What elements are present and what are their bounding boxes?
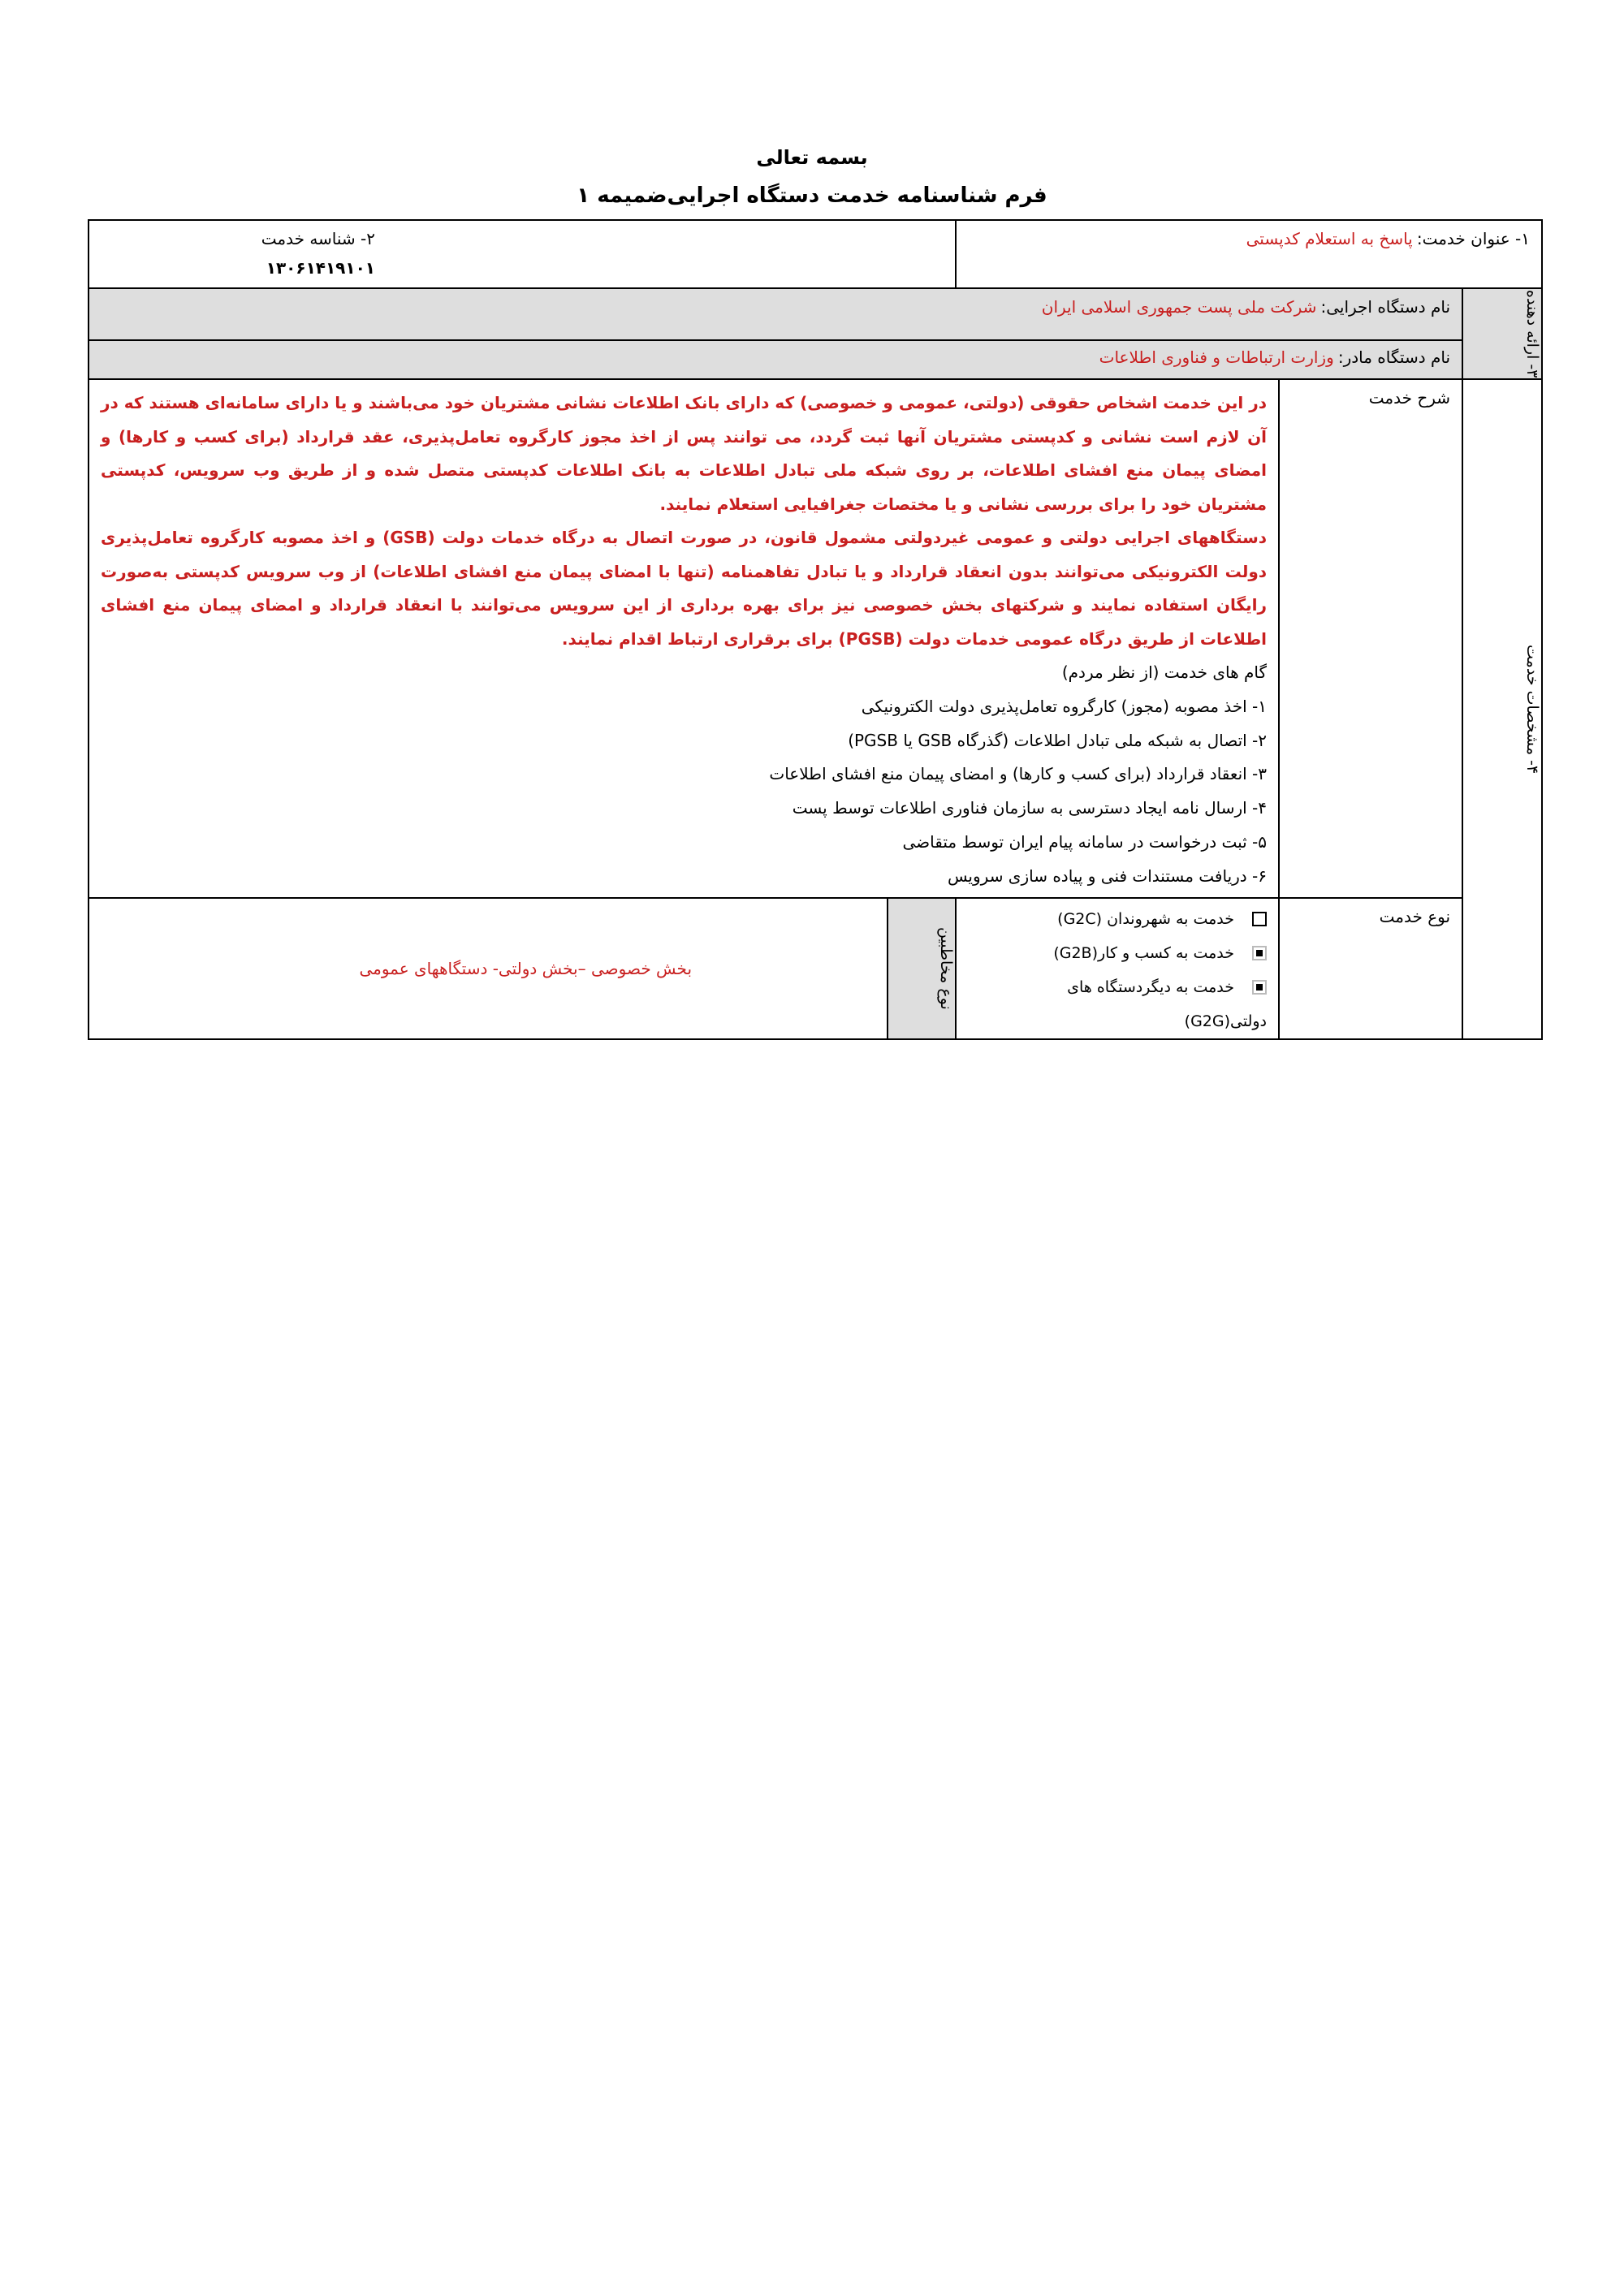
step-item: ۲- اتصال به شبکه ملی تبادل اطلاعات (گذرگاه GSB یا PGSB)	[848, 730, 1268, 750]
type-option-g2c[interactable]	[968, 902, 1267, 936]
service-id-value: ۱۳۰۶۱۴۱۹۱۰۱	[266, 258, 376, 278]
description-label-cell	[1279, 379, 1462, 898]
service-id-form-table	[88, 219, 1543, 1040]
step-item: ۶- دریافت مستندات فنی و پیاده سازی سرویس	[947, 865, 1268, 886]
service-title-value: پاسخ به استعلام کدپستی	[1246, 229, 1413, 248]
service-id-cell	[89, 220, 956, 288]
agency-name-cell	[89, 288, 1462, 340]
parent-agency-value: وزارت ارتباطات و فناوری اطلاعات	[1099, 347, 1334, 367]
type-option-label: خدمت به کسب و کار(G2B)	[1053, 943, 1235, 962]
steps-list	[101, 656, 1267, 894]
bismillah-heading: بسمه تعالی	[756, 146, 868, 169]
service-type-label-cell	[1279, 898, 1462, 1039]
parent-agency-label: نام دستگاه مادر:	[1337, 347, 1451, 367]
recipient-type-value: بخش خصوصی –بخش دولتی- دستگاههای عمومی	[359, 958, 693, 978]
service-title-label: ۱- عنوان خدمت:	[1416, 229, 1531, 248]
type-option-label: خدمت به دیگردستگاه های	[1067, 978, 1235, 996]
checkbox-unchecked-icon[interactable]	[1252, 912, 1267, 926]
form-title: فرم شناسنامه خدمت دستگاه اجرایی‌ضمیمه ۱	[577, 183, 1047, 208]
step-item: ۱- اخذ مصوبه (مجوز) کارگروه تعامل‌پذیری دولت الکترونیکی	[861, 696, 1268, 716]
type-option-g2b[interactable]	[968, 936, 1267, 970]
step-item: ۴- ارسال نامه ایجاد دسترسی به سازمان فناوری اطلاعات توسط پست	[792, 798, 1268, 818]
step-item: ۳- انعقاد قرارداد (برای کسب و کارها) و امضای پیمان منع افشای اطلاعات	[769, 764, 1268, 784]
description-cell	[89, 379, 1279, 898]
recipient-type-label: نوع مخاطبین	[937, 926, 956, 1010]
service-id-label: ۲- شناسه خدمت	[261, 229, 376, 248]
agency-name-label: نام دستگاه اجرایی:	[1320, 297, 1451, 317]
description-label: شرح خدمت	[1368, 388, 1451, 408]
steps-title: گام های خدمت (از نظر مردم)	[1061, 662, 1268, 682]
provider-section-cell	[1462, 288, 1542, 379]
checkbox-checked-icon[interactable]	[1252, 980, 1267, 995]
recipient-type-value-cell	[89, 898, 888, 1039]
description-paragraph-2: دستگاههای اجرایی دولتی و عمومی غیردولتی مشمول قانون، در صورت اتصال به درگاه خدمات دولت (GSB) و اخذ مصوبه کارگروه تعامل‌پذیری دولت الکترونیکی می‌توانند بدون انعقاد قرارداد و یا تبادل تفاهمنامه (تنها با امضای پیمان منع افشای اطلاعات) از وب سرویس کدپستی به‌صورت رایگان استفاده نمایند و شرکتهای بخش خصوصی نیز برای بهره برداری از این سرویس می‌توانند با انعقاد قرارداد و امضای پیمان منع افشای اطلاعات از طریق درگاه عمومی خدمات دولت (PGSB) برای برقراری ارتباط اقدام نمایند.	[101, 528, 1268, 649]
type-option-label: خدمت به شهروندان (G2C)	[1057, 909, 1235, 928]
step-item: ۵- ثبت درخواست در سامانه پیام ایران توسط متقاضی	[902, 831, 1268, 852]
parent-agency-cell	[89, 340, 1462, 379]
service-type-options-cell	[956, 898, 1279, 1039]
recipient-type-label-cell	[888, 898, 956, 1039]
agency-name-value: شرکت ملی پست جمهوری اسلامی ایران	[1041, 297, 1317, 317]
provider-section-label: ۳- ارائه دهنده	[1523, 289, 1542, 378]
service-title-cell	[956, 220, 1542, 288]
service-type-label: نوع خدمت	[1379, 906, 1451, 926]
description-paragraph-1: در این خدمت اشخاص حقوقی (دولتی، عمومی و خصوصی) که دارای بانک اطلاعات نشانی مشتریان خود می‌باشند و یا دارای سامانه‌ای هستند که در آن لازم است نشانی و کدپستی مشتریان آنها ثبت گردد، می توانند پس از اخذ مجوز کارگروه تعامل‌پذیری، عقد قرارداد (برای کسب و کارها) و امضای پیمان منع افشای اطلاعات، بر روی شبکه ملی تبادل اطلاعات به بانک اطلاعات کدپستی متصل شده و از طریق وب سرویس، کدپستی مشتریان خود را برای بررسی نشانی و یا مختصات جغرافیایی استعلام نمایند.	[101, 393, 1268, 514]
type-option-g2g[interactable]	[968, 970, 1267, 1004]
checkbox-checked-icon[interactable]	[1252, 946, 1267, 960]
specs-section-label: ۴- مشخصات خدمت	[1523, 644, 1542, 774]
specs-section-cell	[1462, 379, 1542, 1039]
type-option-g2g-continuation: دولتی(G2G)	[1184, 1012, 1268, 1030]
